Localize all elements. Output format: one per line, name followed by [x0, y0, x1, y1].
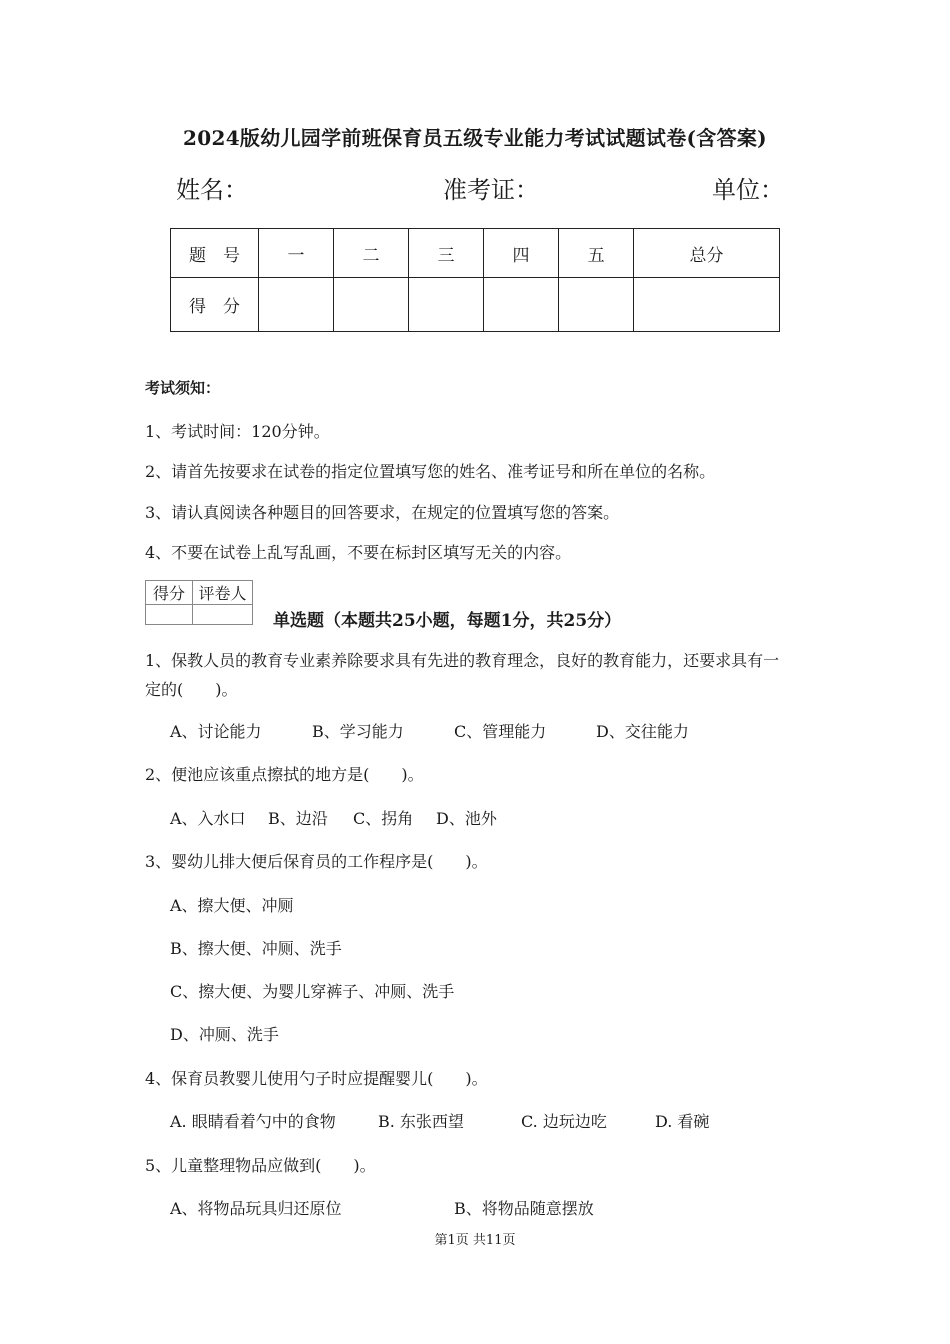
score-table-header-cell: 三 — [409, 229, 484, 278]
notice-heading: 考试须知： — [145, 379, 221, 397]
question-stem-continued: 定的( )。 — [145, 680, 238, 699]
score-table-header-cell: 题 号 — [171, 229, 259, 278]
score-table-header-cell: 总分 — [634, 229, 780, 278]
question-stem: 3、婴幼儿排大便后保育员的工作程序是( )。 — [145, 852, 488, 871]
question-stem: 4、保育员教婴儿使用勺子时应提醒婴儿( )。 — [145, 1069, 488, 1088]
score-cell[interactable] — [634, 278, 780, 332]
score-cell[interactable] — [409, 278, 484, 332]
page-title: 2024版幼儿园学前班保育员五级专业能力考试试题试卷(含答案) — [183, 126, 767, 150]
answer-option[interactable]: B、擦大便、冲厕、洗手 — [170, 939, 342, 958]
score-row-label: 得 分 — [171, 278, 259, 332]
notice-item: 3、请认真阅读各种题目的回答要求，在规定的位置填写您的答案。 — [145, 503, 620, 522]
answer-option[interactable]: D、交往能力 — [596, 722, 689, 741]
answer-option[interactable]: C、擦大便、为婴儿穿裤子、冲厕、洗手 — [170, 982, 455, 1001]
answer-option[interactable]: A、将物品玩具归还原位 — [170, 1199, 342, 1218]
unit-field-label: 单位： — [712, 176, 784, 204]
answer-option[interactable]: B、将物品随意摆放 — [454, 1199, 594, 1218]
answer-option[interactable]: D. 看碗 — [655, 1112, 710, 1131]
answer-option[interactable]: B、学习能力 — [312, 722, 404, 741]
score-table — [170, 228, 780, 332]
score-table-header-cell: 二 — [334, 229, 409, 278]
name-field-label: 姓名： — [176, 176, 248, 204]
score-cell[interactable] — [334, 278, 409, 332]
answer-option[interactable]: C、拐角 — [353, 809, 414, 828]
grader-box-grader-cell[interactable] — [193, 605, 253, 625]
score-table-header-cell: 四 — [484, 229, 559, 278]
answer-option[interactable]: B. 东张西望 — [378, 1112, 464, 1131]
question-stem: 5、儿童整理物品应做到( )。 — [145, 1156, 376, 1175]
notice-item: 2、请首先按要求在试卷的指定位置填写您的姓名、准考证号和所在单位的名称。 — [145, 462, 716, 481]
page-footer: 第1页 共11页 — [434, 1233, 516, 1248]
score-table-header-row — [171, 229, 780, 278]
answer-option[interactable]: A、讨论能力 — [170, 722, 262, 741]
answer-option[interactable]: A、入水口 — [170, 809, 246, 828]
answer-option[interactable]: B、边沿 — [268, 809, 328, 828]
grader-box-grader-label: 评卷人 — [193, 581, 253, 605]
question-stem: 2、便池应该重点擦拭的地方是( )。 — [145, 765, 424, 784]
section-title: 单选题（本题共25小题，每题1分，共25分） — [273, 611, 622, 631]
answer-option[interactable]: C. 边玩边吃 — [521, 1112, 607, 1131]
grader-box-score-cell[interactable] — [146, 605, 193, 625]
answer-option[interactable]: D、池外 — [436, 809, 497, 828]
score-table-header-cell: 五 — [559, 229, 634, 278]
question-stem: 1、保教人员的教育专业素养除要求具有先进的教育理念，良好的教育能力，还要求具有一 — [145, 651, 780, 670]
score-cell[interactable] — [259, 278, 334, 332]
score-table-header-cell: 一 — [259, 229, 334, 278]
exam-id-field-label: 准考证： — [443, 176, 539, 204]
score-table-score-row — [171, 278, 780, 332]
score-cell[interactable] — [559, 278, 634, 332]
score-cell[interactable] — [484, 278, 559, 332]
answer-option[interactable]: C、管理能力 — [454, 722, 547, 741]
answer-option[interactable]: D、冲厕、洗手 — [170, 1025, 279, 1044]
grader-box — [145, 580, 253, 625]
notice-item: 4、不要在试卷上乱写乱画，不要在标封区填写无关的内容。 — [145, 543, 572, 562]
answer-option[interactable]: A. 眼睛看着勺中的食物 — [170, 1112, 336, 1131]
grader-box-score-label: 得分 — [146, 581, 193, 605]
notice-item: 1、考试时间：120分钟。 — [145, 422, 330, 441]
answer-option[interactable]: A、擦大便、冲厕 — [170, 896, 294, 915]
